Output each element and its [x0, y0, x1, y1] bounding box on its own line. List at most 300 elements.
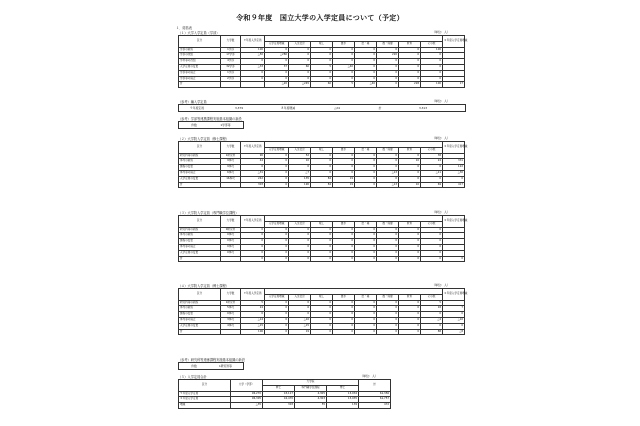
table-cell: 0専攻 [221, 233, 241, 239]
table-cell: 18 [421, 306, 443, 312]
table-cell: 0専攻 [221, 244, 241, 250]
column-header: 博士 [327, 385, 359, 391]
table-cell: △35 [231, 403, 263, 409]
table-cell: 0 [399, 59, 421, 65]
table-cell: 0 [377, 239, 399, 245]
table-cell: △11 [421, 170, 443, 176]
table-cell: 0 [265, 300, 289, 306]
table-cell: △30 [443, 170, 465, 176]
table-cell: 0 [355, 153, 377, 159]
table-cell: 学科等の改組 [179, 59, 221, 65]
table-cell: 5 [333, 82, 355, 88]
column-header: 修士 [263, 385, 295, 391]
table-cell: 0 [241, 233, 265, 239]
table-cell: 52 [289, 153, 311, 159]
table-cell: 96,270 [231, 391, 263, 397]
column-group-header: 大学院 [263, 380, 359, 386]
table-cell: ９年度入学定員 [179, 391, 231, 397]
document-page [170, 0, 470, 426]
table-cell: 5 [241, 300, 265, 306]
table-cell: 0 [421, 244, 443, 250]
table-cell: 0 [399, 227, 421, 233]
table-cell: 0 [399, 312, 421, 318]
table-cell [241, 82, 265, 88]
column-header: 農水 [333, 41, 355, 47]
table-cell: 0 [333, 312, 355, 318]
table-cell: 0 [311, 244, 333, 250]
column-header: 農水 [333, 221, 355, 227]
table-cell: 0 [355, 306, 377, 312]
table-cell: 0 [399, 176, 421, 182]
table-cell: 0 [265, 250, 289, 256]
table-cell: 1研究科 [221, 153, 241, 159]
table-cell: 0 [265, 76, 289, 82]
table-cell: △31 [241, 170, 265, 176]
table-cell: 研究科等の新設 [179, 300, 221, 306]
table-cell: △8 [443, 329, 465, 335]
column-header: 入文社会 [289, 294, 311, 300]
table-cell: 0 [289, 300, 311, 306]
table-cell: △10 [289, 317, 311, 323]
table-cell: 0 [333, 227, 355, 233]
t1b-cell: ９年度定員 [190, 106, 204, 110]
table-row [179, 329, 465, 335]
table-cell: 専攻等の廃止 [179, 170, 221, 176]
table-cell: 0 [333, 244, 355, 250]
table-cell: 84 [311, 182, 333, 188]
t3-unit: （単位：人） [432, 210, 451, 214]
table-cell: 0 [311, 59, 333, 65]
column-header: 大学数 [221, 216, 241, 228]
t4-heading: （４）大学院入学定員（博士課程） [178, 284, 229, 288]
table-cell: 0 [421, 64, 443, 70]
table-cell: 0 [377, 256, 399, 262]
table-cell: 0 [421, 323, 443, 329]
column-header: 入学定員増減 [265, 294, 289, 300]
column-header: 農・保健 [377, 147, 399, 153]
table-cell: 0 [355, 312, 377, 318]
table-cell: 0 [355, 59, 377, 65]
t1b-cell: △24 [334, 106, 340, 110]
table-cell: 0 [333, 170, 355, 176]
table-cell: 6専攻 [221, 170, 241, 176]
table-cell: 0 [241, 227, 265, 233]
table-cell: 0 [311, 165, 333, 171]
table-cell: 0 [333, 76, 355, 82]
table-cell: 0 [355, 76, 377, 82]
table-cell: 0 [355, 256, 377, 262]
joint-graduate-box [178, 362, 244, 370]
table-cell: 60 [289, 64, 311, 70]
table-cell: △15 [241, 323, 265, 329]
table-cell: 100 [421, 47, 443, 53]
table-cell: △10 [443, 317, 465, 323]
table-cell: 計 [179, 82, 221, 88]
table-cell: 0 [289, 70, 311, 76]
table-cell: 課程の変更 [179, 312, 221, 318]
table-cell: 0 [377, 306, 399, 312]
table-cell: 0 [265, 170, 289, 176]
table-cell: 0 [333, 317, 355, 323]
column-header: 農・保健 [377, 221, 399, 227]
table-cell: 0 [265, 323, 289, 329]
table-doctoral-capacity [178, 288, 468, 335]
table-cell: 0 [355, 165, 377, 171]
table-cell: 0 [355, 227, 377, 233]
table-cell: 0 [355, 233, 377, 239]
table-cell: 0 [399, 329, 421, 335]
table-cell: 0 [355, 64, 377, 70]
t5-heading: （５）入学定員合計 [178, 375, 207, 379]
column-header: 大学数 [221, 142, 241, 154]
table-cell: 0 [377, 244, 399, 250]
table-cell: △13 [377, 170, 399, 176]
column-header: 区分 [179, 380, 231, 392]
table-cell: 0 [241, 165, 265, 171]
table-cell: 0 [241, 250, 265, 256]
table-cell: 計 [179, 329, 221, 335]
table-cell: 242 [241, 176, 265, 182]
table-cell [221, 256, 241, 262]
table-cell: 0 [333, 53, 355, 59]
column-header: ９年度入学定員 [241, 36, 265, 48]
column-header: 入学定員増減 [265, 221, 289, 227]
table-cell: 0 [289, 47, 311, 53]
table-cell: 0 [333, 159, 355, 165]
table-cell: 0 [311, 159, 333, 165]
column-header: ９年度入学定員 [241, 289, 265, 301]
table-cell: 135 [289, 176, 311, 182]
table-cell: 0 [311, 170, 333, 176]
table-cell: 303 [241, 182, 265, 188]
table-cell: 4専攻 [221, 323, 241, 329]
table-cell: 0 [377, 233, 399, 239]
table-cell: 0 [421, 53, 443, 59]
table-cell: 専攻の新設 [179, 306, 221, 312]
table-cell: 0 [443, 256, 465, 262]
table-cell: 0 [333, 256, 355, 262]
table-cell: 0 [377, 227, 399, 233]
table-cell: 0 [399, 256, 421, 262]
table-cell: 0 [333, 250, 355, 256]
table-cell: 0 [333, 300, 355, 306]
table-cell: 100 [241, 47, 265, 53]
table-cell: 0 [377, 76, 399, 82]
table-cell: 0 [333, 329, 355, 335]
table-cell: 0 [377, 159, 399, 165]
table-cell: 0 [311, 233, 333, 239]
table-cell: 課程の変更 [179, 239, 221, 245]
table-row [179, 182, 465, 188]
table-cell: 入学定員の変更 [179, 250, 221, 256]
table-cell: 0 [333, 165, 355, 171]
table-cell: 331 [443, 159, 465, 165]
page-title: 令和９年度 国立大学の入学定員について（予定） [236, 14, 404, 22]
table-cell: 0 [241, 59, 265, 65]
table-cell: 0 [241, 244, 265, 250]
table-cell: ８年度入学定員 [179, 397, 231, 403]
table-cell [221, 182, 241, 188]
table-cell: 190 [289, 182, 311, 188]
table-cell: 0 [265, 244, 289, 250]
column-header: 医・薬 [355, 147, 377, 153]
table-cell: 0 [355, 70, 377, 76]
table-cell: 4,305 [295, 391, 327, 397]
table-cell: 0 [377, 317, 399, 323]
table-cell: 303 [263, 403, 295, 409]
table-cell: 0 [377, 165, 399, 171]
table-cell: 0 [289, 250, 311, 256]
table-cell: 0 [377, 312, 399, 318]
table-cell: 90 [241, 153, 265, 159]
table-cell: 0 [377, 82, 399, 88]
table-cell: 0 [421, 256, 443, 262]
table-cell: 0 [421, 227, 443, 233]
table-cell: 0 [377, 153, 399, 159]
table-cell: 19 [333, 176, 355, 182]
table-cell: 研究科等の新設 [179, 227, 221, 233]
column-header: ９年度入学定員 [241, 216, 265, 228]
table-cell: 0 [377, 70, 399, 76]
table-cell: 139 [327, 403, 359, 409]
t4-unit: （単位：人） [432, 283, 451, 287]
table-cell: 0 [265, 153, 289, 159]
table-cell: 0専攻 [221, 312, 241, 318]
table-cell: 0 [265, 312, 289, 318]
table-cell: 0 [289, 312, 311, 318]
table-cell: 0 [377, 300, 399, 306]
column-header: 教育 [399, 221, 421, 227]
column-header: 区分 [179, 36, 221, 48]
table-cell: 3専攻 [221, 317, 241, 323]
table-cell: 9専攻 [221, 159, 241, 165]
table-cell: 0 [399, 300, 421, 306]
table-cell: 24 [241, 306, 265, 312]
table-cell: △13 [377, 182, 399, 188]
t3-heading: （３）大学院入学定員（専門職学位課程） [178, 211, 239, 215]
table-cell: 32学部 [221, 64, 241, 70]
table-cell: 0 [265, 47, 289, 53]
t1b-cell: 3,379 [234, 106, 243, 110]
table-cell: 入学定員の変更 [179, 176, 221, 182]
t1-heading: （１）大学入学定員（学部） [178, 31, 220, 35]
table-cell: 0 [355, 323, 377, 329]
table-cell: 55 [295, 403, 327, 409]
column-header: 入文社会 [289, 147, 311, 153]
table-cell: 0 [241, 256, 265, 262]
table-cell: 0 [399, 233, 421, 239]
table-cell: 専攻の新設 [179, 159, 221, 165]
table-cell: 16専攻 [221, 176, 241, 182]
column-header: 医・薬 [355, 221, 377, 227]
column-header: ８年度入学定員増減 [443, 289, 465, 301]
column-header: 理工 [311, 294, 333, 300]
table-cell: 0 [355, 317, 377, 323]
table-cell: 0 [399, 244, 421, 250]
t1c-cell: 件数 [191, 123, 197, 127]
table-cell: 0 [399, 239, 421, 245]
column-header: 専門職学位課程 [295, 385, 327, 391]
table-cell: 0研究科 [221, 227, 241, 233]
table-cell: 0 [399, 53, 421, 59]
table-cell: 0 [333, 233, 355, 239]
table-cell: 5専攻 [221, 306, 241, 312]
column-header: ９年度入学定員 [241, 142, 265, 154]
table-cell: 0 [377, 47, 399, 53]
table-cell: 0 [265, 227, 289, 233]
column-header: 入文社会 [289, 41, 311, 47]
table-cell: △15 [289, 323, 311, 329]
table-cell: 0 [311, 323, 333, 329]
column-header: ８年度入学定員増減 [443, 216, 465, 228]
table-cell: 0 [333, 323, 355, 329]
table-cell: 0 [311, 76, 333, 82]
column-header: 教育 [399, 41, 421, 47]
table-cell: 417 [443, 182, 465, 188]
table-cell: 0 [355, 47, 377, 53]
t5-unit: （単位：人） [360, 374, 379, 378]
table-cell: 0専攻 [221, 239, 241, 245]
table-cell: △245 [289, 82, 311, 88]
table-cell: 0 [355, 250, 377, 256]
table-cell: 0 [333, 239, 355, 245]
table-cell: 0 [265, 182, 289, 188]
table-cell: 0 [377, 64, 399, 70]
table-cell: 0 [289, 256, 311, 262]
table-cell: 1学部 [221, 70, 241, 76]
table-cell: 17学部 [221, 53, 241, 59]
table-cell: 学部の改組 [179, 53, 221, 59]
column-header: 農・保健 [377, 294, 399, 300]
table-cell: 0 [333, 70, 355, 76]
table-cell: 0 [377, 250, 399, 256]
table-cell: 0 [421, 165, 443, 171]
table-cell: 0 [265, 306, 289, 312]
t4b-cell: 件数 [191, 364, 197, 368]
table-cell: 0 [399, 153, 421, 159]
table-cell: 0 [399, 306, 421, 312]
table-cell: △40 [333, 64, 355, 70]
table-cell: △33 [241, 64, 265, 70]
table-cell: 0 [355, 53, 377, 59]
table-cell: 学部等の廃止 [179, 76, 221, 82]
table-cell: 60 [311, 82, 333, 88]
column-header: 大学数 [221, 289, 241, 301]
table-cell: 0 [355, 170, 377, 176]
table-cell: 61,356 [359, 391, 391, 397]
table-cell: △50 [241, 53, 265, 59]
table-cell: 課程の変更 [179, 165, 221, 171]
column-header: 教育 [399, 147, 421, 153]
table-cell: 0 [265, 165, 289, 171]
t1b-cell: 計 [378, 106, 382, 110]
table-masters-capacity [178, 141, 468, 188]
t1b-cell: 3,313 [418, 106, 427, 110]
table-cell: 17 [443, 82, 465, 88]
table-cell: 0 [399, 250, 421, 256]
table-cell: 7 [443, 306, 465, 312]
table-cell: 0 [399, 323, 421, 329]
table-cell: 88 [421, 329, 443, 335]
table-cell: 0 [311, 47, 333, 53]
table-cell: 0 [421, 312, 443, 318]
table-row [179, 82, 465, 88]
column-header: 入学定員増減 [265, 41, 289, 47]
table-cell: △4 [421, 317, 443, 323]
table-cell: 0 [421, 70, 443, 76]
table-cell [221, 329, 241, 335]
table-cell: △14 [241, 317, 265, 323]
table-cell: 5 [421, 300, 443, 306]
table-cell: 0 [311, 329, 333, 335]
column-header: 医・薬 [355, 294, 377, 300]
table-cell: 0 [289, 165, 311, 171]
t1b-heading: （参考）編入学定員 [178, 100, 207, 104]
joint-program-box [178, 121, 244, 129]
section-heading: １．総括表 [176, 26, 192, 30]
table-cell: 0 [377, 176, 399, 182]
table-cell: △20 [265, 82, 289, 88]
table-cell: 4,303 [295, 397, 327, 403]
table-cell: 1学部 [221, 47, 241, 53]
table-cell: 0 [443, 176, 465, 182]
table-row [179, 403, 391, 409]
table-cell: 0 [333, 59, 355, 65]
table-cell: 2学部 [221, 76, 241, 82]
column-header: 理工 [311, 41, 333, 47]
table-cell: 0 [265, 70, 289, 76]
table-cell: 0 [333, 153, 355, 159]
t4b-cell: 1研究科等 [219, 364, 232, 368]
table-cell: 1研究科 [221, 300, 241, 306]
table-cell: 0 [289, 244, 311, 250]
table-cell: 24 [421, 159, 443, 165]
table-cell: 19 [289, 329, 311, 335]
table-cell: 0 [399, 47, 421, 53]
table-cell: 0 [421, 233, 443, 239]
table-cell: 0 [289, 227, 311, 233]
table-cell: 0 [265, 233, 289, 239]
table-cell: 96,305 [231, 397, 263, 403]
table-cell: 0 [399, 317, 421, 323]
table-cell: 専攻等の廃止 [179, 244, 221, 250]
column-header: 入学定員増減 [265, 147, 289, 153]
table-cell: 0 [355, 300, 377, 306]
table-cell: 10 [289, 159, 311, 165]
table-cell: 106 [241, 329, 265, 335]
table-cell: 9専攻 [221, 165, 241, 171]
table-cell: 0 [265, 176, 289, 182]
table-cell: 0 [421, 239, 443, 245]
table-cell: 0 [265, 159, 289, 165]
table-cell: 228 [399, 82, 421, 88]
table-cell: 4学部 [221, 59, 241, 65]
table-cell: 5 [311, 64, 333, 70]
table-cell: 0 [355, 176, 377, 182]
table-cell [221, 82, 241, 88]
column-header: 農水 [333, 294, 355, 300]
table-cell: 0 [265, 256, 289, 262]
table-cell: 0 [311, 239, 333, 245]
table-cell: 専攻等の廃止 [179, 317, 221, 323]
table-cell: 6 [289, 306, 311, 312]
t1b-unit: （単位：人） [432, 99, 451, 103]
table-cell: 0 [311, 250, 333, 256]
table-cell: 計 [179, 256, 221, 262]
table-cell: 0 [399, 170, 421, 176]
t2-unit: （単位：人） [432, 136, 451, 140]
table-cell: 0 [265, 59, 289, 65]
